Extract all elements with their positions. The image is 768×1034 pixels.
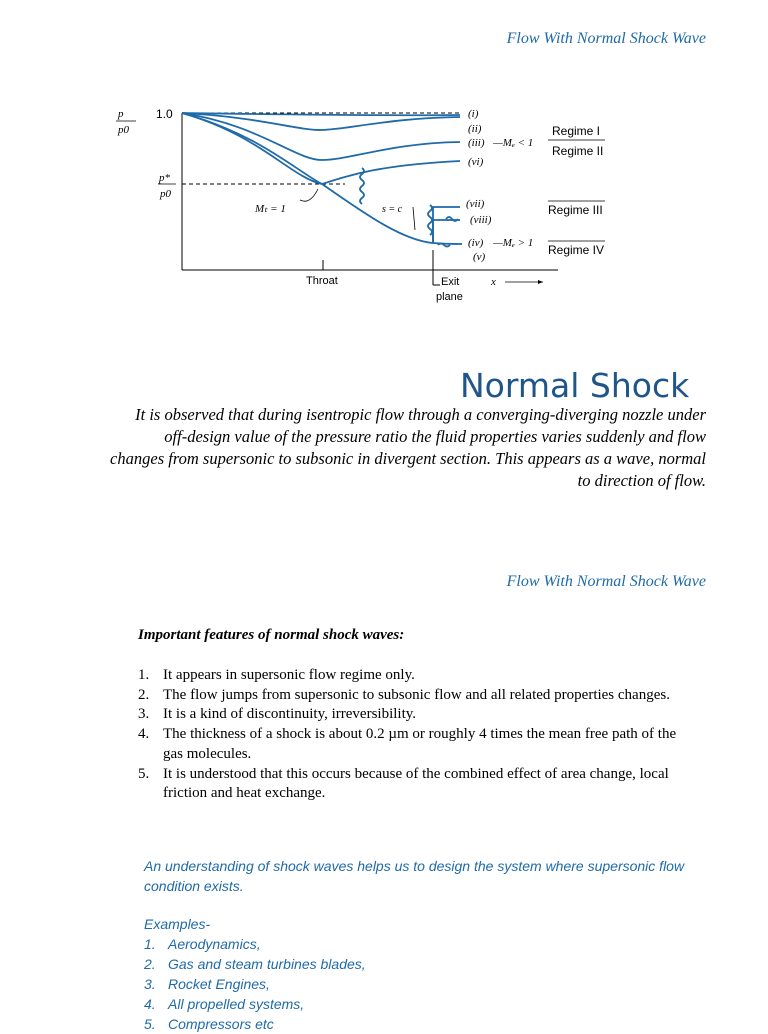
curve-vi bbox=[182, 113, 460, 184]
label-i: (i) bbox=[468, 108, 479, 120]
list-item: 4. The thickness of a shock is about 0.2 µm or roughly 4 times the mean free path of the gas molecules. bbox=[138, 726, 677, 762]
y-label-den: p0 bbox=[118, 124, 129, 136]
x-axis-label: x bbox=[491, 276, 496, 288]
list-item: 3. It is a kind of discontinuity, irreversibility. bbox=[138, 706, 417, 723]
exit-label: Exit bbox=[441, 276, 460, 288]
label-iii: (iii) bbox=[468, 137, 485, 149]
list-item: 1. It appears in supersonic flow regime only. bbox=[138, 667, 415, 683]
list-item: 2. The flow jumps from supersonic to subsonic flow and all related properties changes. bbox=[138, 686, 670, 703]
list-item: 1. Aerodynamics, bbox=[144, 936, 261, 952]
label-viii: (viii) bbox=[470, 214, 492, 226]
list-item: 5. Compressors etc bbox=[144, 1016, 274, 1032]
regime-2: Regime II bbox=[552, 144, 604, 158]
list-item: 2. Gas and steam turbines blades, bbox=[144, 956, 366, 972]
throat-mach-label: Mₜ = 1 bbox=[255, 203, 286, 215]
y-tick-top: 1.0 bbox=[156, 107, 173, 121]
entropy-label: s = c bbox=[382, 204, 403, 215]
throat-label: Throat bbox=[306, 275, 338, 287]
features-list bbox=[138, 666, 698, 804]
pressure-curves bbox=[182, 113, 462, 247]
label-vii: (vii) bbox=[466, 198, 485, 210]
curve-vii bbox=[433, 207, 460, 243]
plane-label: plane bbox=[436, 291, 463, 303]
mach-supersonic-label: —Mₑ > 1 bbox=[493, 237, 534, 249]
examples-list bbox=[144, 934, 366, 1034]
label-v: (v) bbox=[473, 251, 486, 263]
label-iv: (iv) bbox=[468, 237, 484, 249]
curve-iii bbox=[182, 113, 460, 160]
understanding-paragraph: An understanding of shock waves helps us to design the system where supersonic flow condition exists. bbox=[144, 858, 685, 894]
examples-label: Examples- bbox=[144, 916, 211, 932]
y-label-num: p bbox=[118, 108, 124, 120]
mach-subsonic-label: —Mₑ < 1 bbox=[493, 137, 534, 149]
list-item: 4. All propelled systems, bbox=[144, 996, 305, 1012]
page-header: Flow With Normal Shock Wave bbox=[506, 30, 706, 47]
regime-1: Regime I bbox=[552, 124, 601, 138]
curve-i bbox=[182, 113, 460, 115]
y-tick-star-den: p0 bbox=[160, 188, 171, 200]
regime-4: Regime IV bbox=[548, 243, 605, 257]
page-header-2: Flow With Normal Shock Wave bbox=[506, 573, 706, 590]
list-item: 5. It is understood that this occurs because of the combined effect of area change, local friction and heat exchange. bbox=[138, 765, 669, 802]
list-item: 3. Rocket Engines, bbox=[144, 976, 270, 992]
section-title: Normal Shock bbox=[460, 366, 690, 405]
features-heading: Important features of normal shock waves: bbox=[138, 627, 405, 643]
label-vi: (vi) bbox=[468, 156, 484, 168]
regime-3: Regime III bbox=[548, 203, 603, 217]
label-ii: (ii) bbox=[468, 123, 482, 135]
nozzle-pressure-diagram bbox=[110, 95, 630, 315]
curve-viii bbox=[433, 220, 460, 243]
curve-supersonic bbox=[182, 113, 462, 244]
intro-paragraph: It is observed that during isentropic flow through a converging-diverging nozzle under off-design value of the pressure ratio the fluid properties varies suddenly and flow changes from supersonic to subsonic in divergent section. This appears as a wave, normal to direction of flow. bbox=[110, 405, 706, 490]
y-tick-star-num: p* bbox=[159, 172, 170, 184]
shock-wave-2 bbox=[428, 205, 432, 235]
